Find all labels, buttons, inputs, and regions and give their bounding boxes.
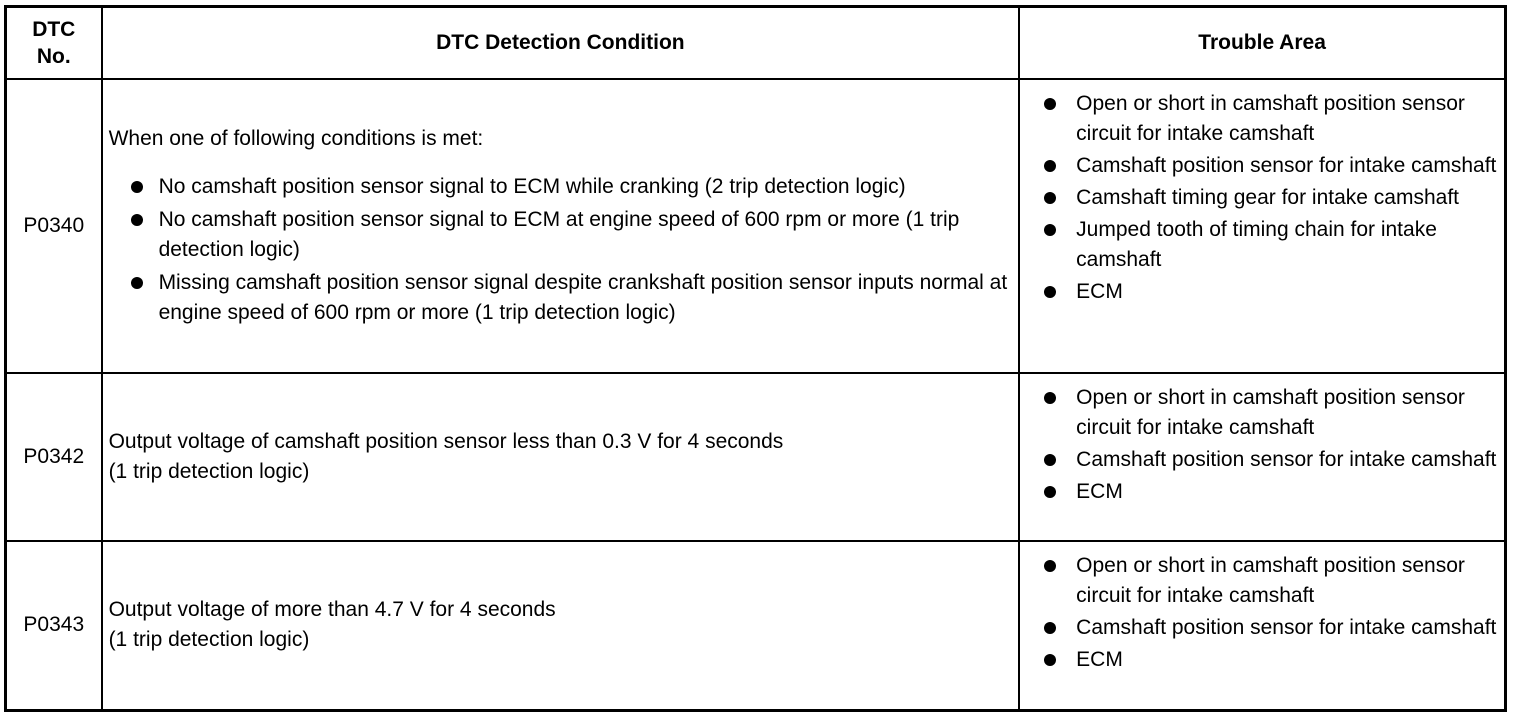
trouble-text: Jumped tooth of timing chain for intake camshaft — [1076, 217, 1437, 271]
bullet-icon — [131, 181, 143, 193]
condition-item — [131, 268, 1019, 328]
dtc-code: P0343 — [6, 541, 102, 711]
bullet-icon — [1044, 622, 1056, 634]
bullet-icon — [1044, 560, 1056, 572]
condition-text: No camshaft position sensor signal to ECM while cranking (2 trip detection logic) — [158, 174, 906, 198]
trouble-text: Camshaft position sensor for intake camshaft — [1076, 615, 1497, 639]
trouble-text: Open or short in camshaft position sensor circuit for intake camshaft — [1076, 553, 1465, 607]
bullet-icon — [1044, 286, 1056, 298]
bullet-icon — [131, 277, 143, 289]
table-row — [6, 373, 1506, 541]
trouble-text: Camshaft position sensor for intake camshaft — [1076, 447, 1497, 471]
condition-item — [131, 172, 1019, 202]
trouble-item — [1044, 477, 1504, 507]
trouble-text: Open or short in camshaft position sensor circuit for intake camshaft — [1076, 385, 1465, 439]
bullet-icon — [1044, 98, 1056, 110]
header-dtc-no-line2: No. — [36, 44, 71, 68]
dtc-code: P0342 — [6, 373, 102, 541]
bullet-icon — [131, 214, 143, 226]
condition-list — [109, 172, 1019, 328]
bullet-icon — [1044, 454, 1056, 466]
bullet-icon — [1044, 192, 1056, 204]
condition-text: Missing camshaft position sensor signal despite crankshaft position sensor inputs normal at engine speed of 600 rpm or more (1 trip detection logic) — [158, 270, 1008, 324]
bullet-icon — [1044, 392, 1056, 404]
header-dtc-no — [6, 7, 102, 79]
trouble-text: Camshaft timing gear for intake camshaft — [1076, 185, 1460, 209]
dtc-code: P0340 — [6, 79, 102, 373]
trouble-item — [1044, 277, 1504, 307]
detection-condition-cell — [102, 79, 1020, 373]
trouble-text: Open or short in camshaft position sensor circuit for intake camshaft — [1076, 91, 1465, 145]
trouble-item — [1044, 183, 1504, 213]
trouble-list — [1020, 89, 1504, 307]
trouble-area-cell — [1019, 373, 1505, 541]
detection-condition-cell — [102, 541, 1020, 711]
header-dtc-no-line1: DTC — [32, 17, 76, 41]
trouble-item — [1044, 613, 1504, 643]
condition-item — [131, 205, 1019, 265]
detection-condition-cell — [102, 373, 1020, 541]
condition-line: (1 trip detection logic) — [108, 628, 310, 652]
bullet-icon — [1044, 486, 1056, 498]
condition-line: Output voltage of camshaft position sensor less than 0.3 V for 4 seconds — [108, 429, 784, 453]
dtc-table — [4, 5, 1507, 712]
trouble-item — [1044, 89, 1504, 149]
condition-text: No camshaft position sensor signal to ECM at engine speed of 600 rpm or more (1 trip detection logic) — [158, 207, 960, 261]
trouble-text: ECM — [1076, 647, 1123, 671]
trouble-item — [1044, 551, 1504, 611]
trouble-list — [1020, 383, 1504, 507]
header-condition: DTC Detection Condition — [102, 7, 1020, 79]
table-header-row — [6, 7, 1506, 79]
table-row — [6, 79, 1506, 373]
condition-line: (1 trip detection logic) — [108, 459, 310, 483]
condition-line: Output voltage of more than 4.7 V for 4 seconds — [108, 598, 556, 622]
trouble-list — [1020, 551, 1504, 675]
trouble-item — [1044, 383, 1504, 443]
trouble-item — [1044, 151, 1504, 181]
bullet-icon — [1044, 224, 1056, 236]
trouble-item — [1044, 445, 1504, 475]
bullet-icon — [1044, 654, 1056, 666]
trouble-item — [1044, 215, 1504, 275]
trouble-text: ECM — [1076, 279, 1123, 303]
table-row — [6, 541, 1506, 711]
trouble-text: ECM — [1076, 479, 1123, 503]
bullet-icon — [1044, 160, 1056, 172]
trouble-area-cell — [1019, 79, 1505, 373]
trouble-item — [1044, 645, 1504, 675]
trouble-text: Camshaft position sensor for intake camshaft — [1076, 153, 1497, 177]
header-trouble-area: Trouble Area — [1019, 7, 1505, 79]
trouble-area-cell — [1019, 541, 1505, 711]
condition-intro: When one of following conditions is met: — [108, 126, 484, 150]
